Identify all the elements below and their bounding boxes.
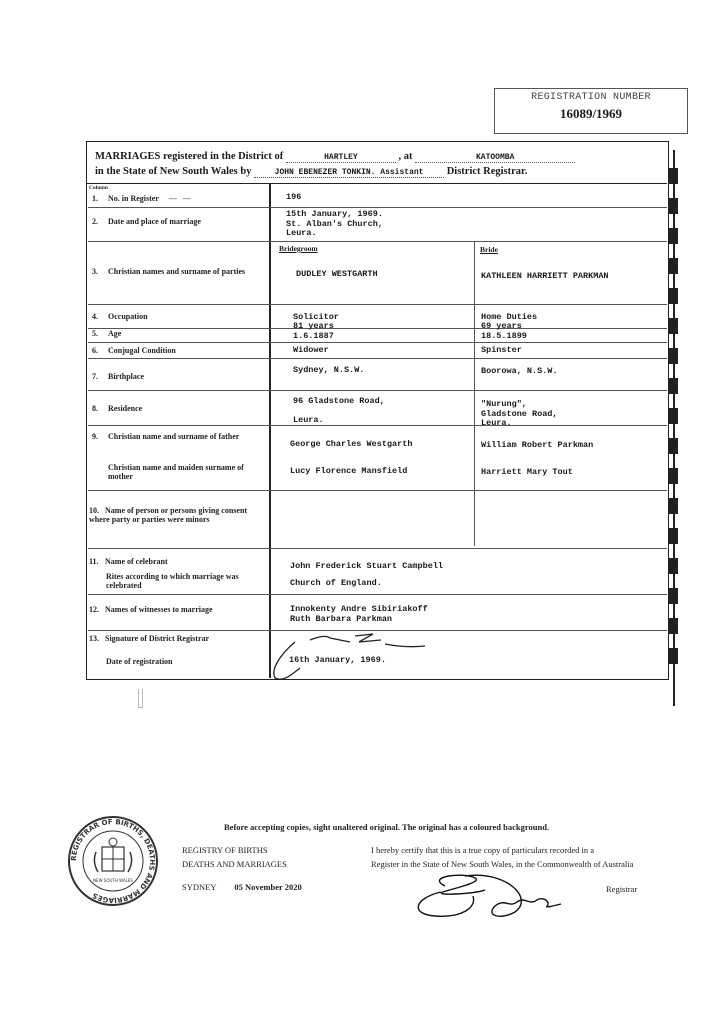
binding-block	[669, 528, 678, 544]
row-11-label: 11. Name of celebrant	[89, 557, 168, 566]
district-name: HARTLEY	[286, 153, 396, 163]
bride-occupation: Home Duties	[481, 312, 538, 322]
binding-block	[669, 438, 678, 454]
row-5-label: 5. Age	[92, 329, 122, 338]
row-divider	[88, 490, 667, 491]
binding-block	[669, 588, 678, 604]
seal-inner-text: NEW SOUTH WALES	[93, 878, 133, 883]
groom-name: DUDLEY WESTGARTH	[296, 269, 378, 279]
registry-seal-icon	[66, 814, 160, 908]
row-divider	[88, 390, 667, 391]
bride-age: 69 years 18.5.1899	[481, 321, 527, 341]
groom-birthplace: Sydney, N.S.W.	[293, 365, 365, 375]
registrar-name: JOHN EBENEZER TONKIN. Assistant	[254, 168, 444, 178]
registry-line-1: REGISTRY OF BIRTHS	[182, 845, 268, 855]
row-divider	[88, 328, 667, 329]
certification-line-2: Register in the State of New South Wales, in the Commonwealth of Australia	[371, 859, 634, 869]
row-10-label: 10. Name of person or persons giving consent where party or parties were minors	[89, 506, 248, 524]
bride-mother: Harriett Mary Tout	[481, 467, 573, 477]
row-2-label: 2. Date and place of marriage	[92, 217, 201, 226]
bride-birthplace: Boorowa, N.S.W.	[481, 366, 558, 376]
registration-date-value: 16th January, 1969.	[289, 655, 386, 665]
row-divider	[88, 358, 667, 359]
row-divider	[88, 548, 667, 549]
binding-block	[669, 198, 678, 214]
row-9-label: 9. Christian name and surname of father	[92, 432, 240, 441]
bride-residence: "Nurung", Gladstone Road, Leura.	[481, 399, 558, 428]
issue-location-date	[182, 882, 302, 892]
binding-block	[669, 318, 678, 334]
groom-bride-divider	[474, 241, 475, 546]
row-7-label: 7. Birthplace	[92, 372, 144, 381]
certification-text	[371, 843, 633, 871]
row-13-label: 13. Signature of District Registrar	[89, 634, 210, 643]
row-divider	[88, 207, 667, 208]
binding-strip	[667, 150, 681, 706]
bride-heading: Bride	[480, 245, 498, 254]
row-divider	[88, 342, 667, 343]
celebrant-name: John Frederick Stuart Campbell	[290, 561, 444, 571]
no-in-register-value: 196	[286, 192, 302, 202]
label-value-divider	[269, 184, 271, 678]
binding-block	[669, 258, 678, 274]
row-9-mother-label: Christian name and maiden surname of mother	[108, 463, 244, 481]
pencil-mark	[138, 689, 143, 708]
binding-block	[669, 618, 678, 634]
row-13-date-label: Date of registration	[106, 657, 173, 666]
district-registrar-signature	[255, 628, 435, 683]
column-label: Column	[89, 185, 108, 191]
issue-date: 05 November 2020	[234, 882, 302, 892]
row-12-label: 12. Names of witnesses to marriage	[89, 605, 213, 614]
binding-block	[669, 498, 678, 514]
registry-name	[182, 843, 287, 871]
bridegroom-heading: Bridegroom	[279, 244, 318, 253]
row-8-label: 8. Residence	[92, 404, 143, 413]
certification-line-1: I hereby certify that this is a true copy of particulars recorded in a	[371, 845, 595, 855]
bride-name: KATHLEEN HARRIETT PARKMAN	[481, 271, 609, 281]
seal-text: REGISTRAR OF BIRTHS, DEATHS AND MARRIAGES	[69, 817, 157, 905]
groom-father: George Charles Westgarth	[290, 439, 413, 449]
header-suffix: District Registrar.	[446, 166, 528, 177]
issue-city: SYDNEY	[182, 882, 217, 892]
registration-number-box	[494, 88, 688, 134]
header-prefix-2: in the State of New South Wales by	[95, 166, 252, 177]
place-name: KATOOMBA	[415, 153, 575, 163]
row-divider	[88, 241, 667, 242]
binding-block	[669, 348, 678, 364]
groom-mother: Lucy Florence Mansfield	[290, 466, 408, 476]
row-divider	[88, 304, 667, 305]
registrar-label: Registrar	[606, 884, 638, 894]
binding-block	[669, 228, 678, 244]
binding-block	[669, 408, 678, 424]
at-label: , at	[398, 151, 413, 162]
binding-block	[669, 468, 678, 484]
registrar-signature	[405, 868, 585, 920]
registry-line-2: DEATHS AND MARRIAGES	[182, 859, 287, 869]
binding-block	[669, 648, 678, 664]
witnesses-value: Innokenty Andre Sibiriakoff Ruth Barbara Parkman	[290, 604, 428, 624]
groom-age: 81 years 1.6.1887	[293, 321, 334, 341]
registration-number: 16089/1969	[559, 106, 623, 121]
row-divider	[88, 594, 667, 595]
bride-condition: Spinster	[481, 345, 522, 355]
date-place-value: 15th January, 1969. St. Alban's Church, Leura.	[286, 209, 383, 238]
binding-block	[669, 378, 678, 394]
row-6-label: 6. Conjugal Condition	[92, 346, 176, 355]
groom-condition: Widower	[293, 345, 329, 355]
bride-father: William Robert Parkman	[481, 440, 594, 450]
row-4-label: 4. Occupation	[92, 312, 148, 321]
authenticity-notice: Before accepting copies, sight unaltered original. The original has a coloured background.	[224, 822, 550, 832]
groom-residence: 96 Gladstone Road, Leura.	[293, 396, 385, 425]
registration-number-label: REGISTRATION NUMBER	[531, 92, 651, 103]
header-line-2	[95, 166, 527, 178]
header-prefix-1: MARRIAGES registered in the District of	[95, 151, 284, 162]
binding-block	[669, 168, 678, 184]
header-line-1	[95, 151, 575, 163]
row-1-label: 1. No. in Register — —	[92, 194, 191, 203]
row-3-label: 3. Christian names and surname of parties	[92, 267, 246, 276]
binding-block	[669, 288, 678, 304]
rites-value: Church of England.	[290, 578, 382, 588]
form-header	[86, 141, 667, 184]
row-11-rites-label: Rites according to which marriage was celebrated	[106, 572, 239, 590]
binding-block	[669, 558, 678, 574]
groom-occupation: Solicitor	[293, 312, 339, 322]
